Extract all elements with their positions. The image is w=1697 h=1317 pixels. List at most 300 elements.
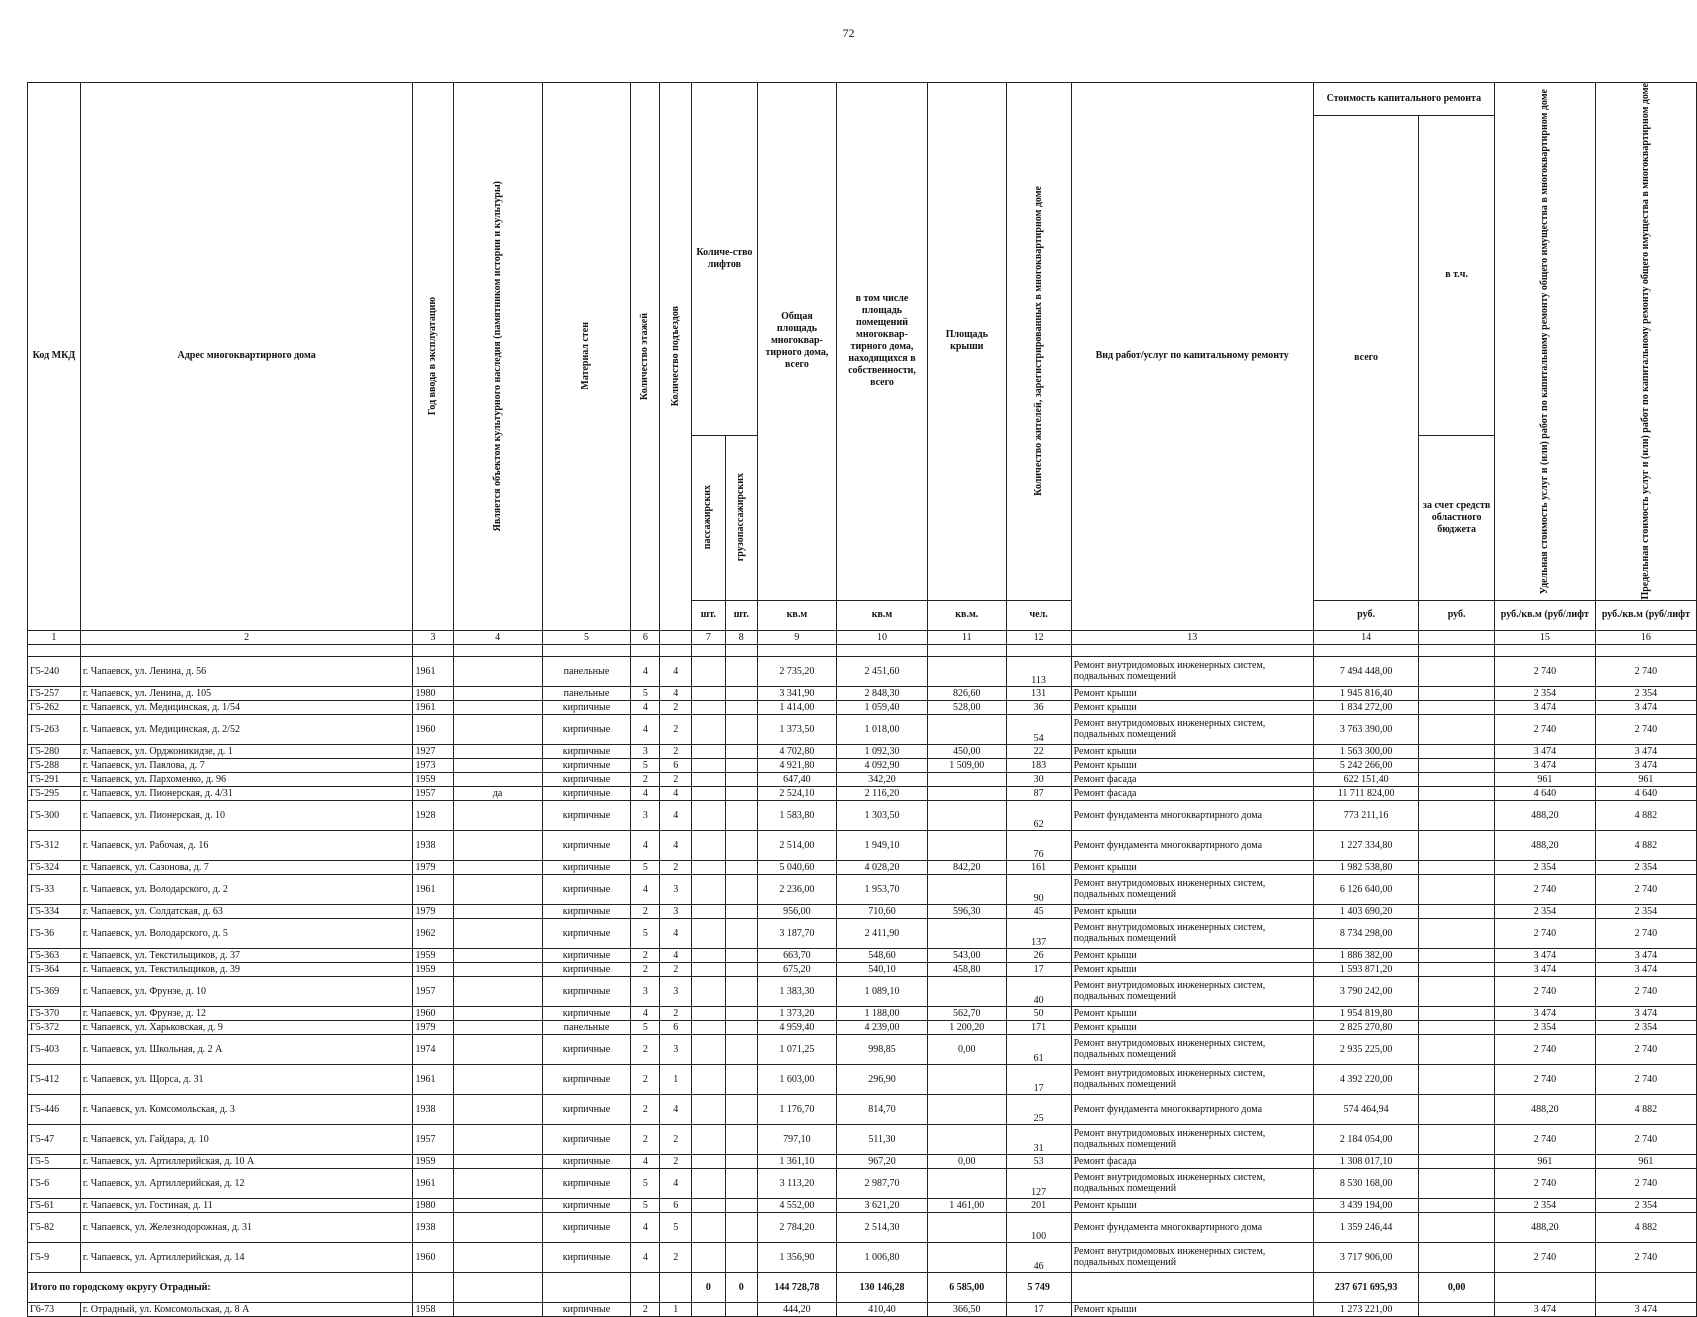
cell-area-owned: 4 092,90	[837, 758, 928, 772]
cell-code: Г5-369	[28, 976, 81, 1006]
cell-entrances: 2	[660, 860, 692, 874]
cell-work: Ремонт крыши	[1071, 1006, 1313, 1020]
cell-cost-regional	[1419, 700, 1495, 714]
cell-entrances: 2	[660, 1242, 692, 1272]
cell-limit-cost: 3 474	[1595, 948, 1696, 962]
cell-lifts-cargo	[725, 1302, 757, 1316]
cell-heritage	[453, 1242, 542, 1272]
cell-limit-cost: 4 882	[1595, 1094, 1696, 1124]
cell-entrances: 6	[660, 1020, 692, 1034]
cell-heritage	[453, 700, 542, 714]
cell-area-owned: 1 953,70	[837, 874, 928, 904]
unit-roof: кв.м.	[927, 600, 1006, 630]
spacer-cell	[1071, 644, 1313, 656]
cell-area-total: 1 361,10	[757, 1154, 836, 1168]
cell-area-owned: 1 059,40	[837, 700, 928, 714]
unit-residents: чел.	[1006, 600, 1071, 630]
cell-limit-cost: 3 474	[1595, 1302, 1696, 1316]
cell-roof	[927, 1212, 1006, 1242]
cell-lifts-pass	[691, 904, 725, 918]
cell-lifts-cargo	[725, 786, 757, 800]
cell-work: Ремонт крыши	[1071, 1020, 1313, 1034]
cell-residents: 25	[1006, 1094, 1071, 1124]
cell-cost-total: 1 982 538,80	[1313, 860, 1419, 874]
cell-cost-regional	[1419, 1154, 1495, 1168]
cell-floors: 3	[631, 744, 660, 758]
cell-floors: 5	[631, 686, 660, 700]
cell-cost-regional	[1419, 1064, 1495, 1094]
header-floors: Количество этажей	[631, 83, 660, 631]
cell-lifts-pass	[691, 830, 725, 860]
cell-cost-regional	[1419, 874, 1495, 904]
cell-area-total: 2 784,20	[757, 1212, 836, 1242]
cell-floors: 4	[631, 1154, 660, 1168]
cell-year: 1961	[413, 656, 453, 686]
cell-year: 1961	[413, 700, 453, 714]
cell-address: г. Чапаевск, ул. Фрунзе, д. 12	[80, 1006, 413, 1020]
cell-roof	[927, 786, 1006, 800]
cell-code: Г5-280	[28, 744, 81, 758]
header-limit-cost: Предельная стоимость услуг и (или) работ по капитальному ремонту общего имущества в многоквартирном доме	[1595, 83, 1696, 601]
cell-cost-total: 1 886 382,00	[1313, 948, 1419, 962]
cell-unit-cost: 488,20	[1494, 1212, 1595, 1242]
cell-wall: кирпичные	[542, 1168, 631, 1198]
cell-address: г. Чапаевск, ул. Пионерская, д. 10	[80, 800, 413, 830]
cell-entrances: 4	[660, 1094, 692, 1124]
cell-cost-total: 574 464,94	[1313, 1094, 1419, 1124]
cell-work: Ремонт крыши	[1071, 962, 1313, 976]
cell-work: Ремонт внутридомовых инженерных систем, подвальных помещений	[1071, 656, 1313, 686]
cell-wall: кирпичные	[542, 976, 631, 1006]
cell-roof	[927, 656, 1006, 686]
cell-limit-cost: 961	[1595, 1154, 1696, 1168]
cell-roof: 528,00	[927, 700, 1006, 714]
table-row	[28, 1020, 1697, 1034]
table-row	[28, 1168, 1697, 1198]
cell-year: 1980	[413, 1198, 453, 1212]
column-number: 12	[1006, 630, 1071, 644]
cell-floors: 3	[631, 800, 660, 830]
cell-lifts-cargo	[725, 700, 757, 714]
cell-residents: 113	[1006, 656, 1071, 686]
cell-limit-cost: 3 474	[1595, 744, 1696, 758]
cell-code: Г5-61	[28, 1198, 81, 1212]
cell-lifts-cargo	[725, 772, 757, 786]
cell-lifts-cargo	[725, 830, 757, 860]
cell-address: г. Чапаевск, ул. Пархоменко, д. 96	[80, 772, 413, 786]
table-row	[28, 800, 1697, 830]
cell-heritage	[453, 1124, 542, 1154]
total-row	[28, 1272, 1697, 1302]
unit-unit-cost: руб./кв.м (руб/лифт	[1494, 600, 1595, 630]
cell-code: Г6-73	[28, 1302, 81, 1316]
cell-cost-regional	[1419, 1242, 1495, 1272]
header-incl: в т.ч.	[1419, 116, 1495, 436]
header-cost-regional: за счет средств областного бюджета	[1419, 435, 1495, 600]
total-label: Итого по городскому округу Отрадный:	[28, 1272, 413, 1302]
cell-area-owned: 2 451,60	[837, 656, 928, 686]
cell-area-total: 4 921,80	[757, 758, 836, 772]
cell-cost-total: 8 530 168,00	[1313, 1168, 1419, 1198]
cell-heritage	[453, 772, 542, 786]
header-heritage: Является объектом культурного наследия (памятником истории и культуры)	[453, 83, 542, 631]
total-owned: 130 146,28	[837, 1272, 928, 1302]
table-row	[28, 962, 1697, 976]
cell-area-owned: 1 188,00	[837, 1006, 928, 1020]
table-row	[28, 1064, 1697, 1094]
cell-lifts-cargo	[725, 686, 757, 700]
cell-cost-total: 4 392 220,00	[1313, 1064, 1419, 1094]
cell-limit-cost: 2 740	[1595, 1064, 1696, 1094]
spacer-cell	[691, 644, 725, 656]
cell-cost-regional	[1419, 1168, 1495, 1198]
cell-roof	[927, 976, 1006, 1006]
cell-area-owned: 4 239,00	[837, 1020, 928, 1034]
cell-wall: кирпичные	[542, 1198, 631, 1212]
cell-heritage	[453, 686, 542, 700]
cell-entrances: 6	[660, 758, 692, 772]
cell-floors: 4	[631, 1212, 660, 1242]
cell-code: Г5-446	[28, 1094, 81, 1124]
cell-lifts-pass	[691, 772, 725, 786]
column-number: 5	[542, 630, 631, 644]
cell-wall: кирпичные	[542, 1006, 631, 1020]
cell-lifts-cargo	[725, 962, 757, 976]
cell-entrances: 2	[660, 772, 692, 786]
table-row	[28, 714, 1697, 744]
cell-area-owned: 1 089,10	[837, 976, 928, 1006]
cell-residents: 127	[1006, 1168, 1071, 1198]
header-area-owned: в том числе площадь помещений многоквар-тирного дома, находящихся в собственности, всего	[837, 83, 928, 601]
cell-limit-cost: 2 740	[1595, 918, 1696, 948]
cell-roof	[927, 1124, 1006, 1154]
cell-roof: 450,00	[927, 744, 1006, 758]
spacer-cell	[413, 644, 453, 656]
cell-heritage	[453, 1094, 542, 1124]
cell-lifts-pass	[691, 656, 725, 686]
cell-unit-cost: 3 474	[1494, 744, 1595, 758]
cell-address: г. Чапаевск, ул. Гостиная, д. 11	[80, 1198, 413, 1212]
cell-limit-cost: 2 740	[1595, 656, 1696, 686]
cell-area-owned: 3 621,20	[837, 1198, 928, 1212]
cell-entrances: 2	[660, 1006, 692, 1020]
total-area: 144 728,78	[757, 1272, 836, 1302]
total-regional: 0,00	[1419, 1272, 1495, 1302]
cell-lifts-pass	[691, 786, 725, 800]
cell-unit-cost: 2 354	[1494, 904, 1595, 918]
cell-floors: 2	[631, 962, 660, 976]
cell-residents: 76	[1006, 830, 1071, 860]
cell-lifts-pass	[691, 962, 725, 976]
cell-work: Ремонт фундамента многоквартирного дома	[1071, 830, 1313, 860]
cell-work: Ремонт крыши	[1071, 758, 1313, 772]
cell-cost-total: 1 273 221,00	[1313, 1302, 1419, 1316]
cell-unit-cost: 3 474	[1494, 1006, 1595, 1020]
cell-residents: 62	[1006, 800, 1071, 830]
cell-year: 1959	[413, 962, 453, 976]
cell-wall: кирпичные	[542, 800, 631, 830]
cell-floors: 4	[631, 874, 660, 904]
cell-year: 1958	[413, 1302, 453, 1316]
cell-unit-cost: 2 740	[1494, 1168, 1595, 1198]
cell-unit-cost: 3 474	[1494, 758, 1595, 772]
cell-limit-cost: 2 354	[1595, 1198, 1696, 1212]
cell-heritage	[453, 1034, 542, 1064]
cell-entrances: 2	[660, 1124, 692, 1154]
cell-entrances: 4	[660, 800, 692, 830]
cell-wall: кирпичные	[542, 700, 631, 714]
table-row	[28, 1094, 1697, 1124]
cell-lifts-pass	[691, 1020, 725, 1034]
cell-year: 1961	[413, 874, 453, 904]
cell-residents: 46	[1006, 1242, 1071, 1272]
cell-work: Ремонт внутридомовых инженерных систем, подвальных помещений	[1071, 1064, 1313, 1094]
cell-lifts-pass	[691, 1006, 725, 1020]
cell-limit-cost: 2 354	[1595, 1020, 1696, 1034]
cell-unit-cost: 2 740	[1494, 918, 1595, 948]
cell-year: 1960	[413, 714, 453, 744]
cell-lifts-pass	[691, 976, 725, 1006]
capital-repair-table	[27, 82, 1697, 1317]
cell-area-owned: 1 303,50	[837, 800, 928, 830]
cell-floors: 5	[631, 860, 660, 874]
cell-cost-total: 3 717 906,00	[1313, 1242, 1419, 1272]
cell-area-total: 1 603,00	[757, 1064, 836, 1094]
cell-year: 1980	[413, 686, 453, 700]
spacer-cell	[927, 644, 1006, 656]
cell-cost-regional	[1419, 1124, 1495, 1154]
cell-roof: 1 461,00	[927, 1198, 1006, 1212]
cell-year: 1979	[413, 860, 453, 874]
cell-cost-total: 3 790 242,00	[1313, 976, 1419, 1006]
cell-lifts-cargo	[725, 656, 757, 686]
cell-entrances: 4	[660, 656, 692, 686]
cell-entrances: 1	[660, 1302, 692, 1316]
cell-area-owned: 4 028,20	[837, 860, 928, 874]
cell-wall: кирпичные	[542, 1242, 631, 1272]
cell-entrances: 2	[660, 1154, 692, 1168]
table-row	[28, 772, 1697, 786]
cell-heritage	[453, 962, 542, 976]
cell-unit-cost: 3 474	[1494, 1302, 1595, 1316]
cell-work: Ремонт фундамента многоквартирного дома	[1071, 1094, 1313, 1124]
cell-entrances: 2	[660, 714, 692, 744]
cell-entrances: 4	[660, 918, 692, 948]
cell-code: Г5-6	[28, 1168, 81, 1198]
cell-year: 1962	[413, 918, 453, 948]
cell-code: Г5-263	[28, 714, 81, 744]
cell-lifts-cargo	[725, 1094, 757, 1124]
cell-year: 1959	[413, 948, 453, 962]
cell-roof	[927, 1094, 1006, 1124]
cell-entrances: 4	[660, 830, 692, 860]
cell-area-owned: 710,60	[837, 904, 928, 918]
cell-wall: кирпичные	[542, 1212, 631, 1242]
cell-floors: 4	[631, 714, 660, 744]
cell-limit-cost: 4 882	[1595, 800, 1696, 830]
cell-limit-cost: 3 474	[1595, 700, 1696, 714]
cell-cost-total: 1 954 819,80	[1313, 1006, 1419, 1020]
cell-lifts-cargo	[725, 948, 757, 962]
cell-year: 1938	[413, 830, 453, 860]
cell-address: г. Чапаевск, ул. Артиллерийская, д. 12	[80, 1168, 413, 1198]
unit-cost-regional: руб.	[1419, 600, 1495, 630]
cell-lifts-pass	[691, 686, 725, 700]
unit-lifts-cargo: шт.	[725, 600, 757, 630]
cell-heritage	[453, 1212, 542, 1242]
cell-entrances: 3	[660, 1034, 692, 1064]
cell-unit-cost: 2 740	[1494, 656, 1595, 686]
cell-address: г. Чапаевск, ул. Медицинская, д. 2/52	[80, 714, 413, 744]
cell-cost-regional	[1419, 1198, 1495, 1212]
cell-code: Г5-364	[28, 962, 81, 976]
cell-unit-cost: 2 740	[1494, 874, 1595, 904]
cell-roof: 826,60	[927, 686, 1006, 700]
table-row	[28, 1242, 1697, 1272]
total-empty	[542, 1272, 631, 1302]
cell-residents: 61	[1006, 1034, 1071, 1064]
cell-lifts-pass	[691, 1212, 725, 1242]
header-entrances: Количество подъездов	[660, 83, 692, 631]
table-row	[28, 656, 1697, 686]
cell-entrances: 4	[660, 1168, 692, 1198]
cell-cost-total: 773 211,16	[1313, 800, 1419, 830]
cell-cost-total: 622 151,40	[1313, 772, 1419, 786]
cell-entrances: 2	[660, 744, 692, 758]
cell-lifts-pass	[691, 800, 725, 830]
cell-roof: 596,30	[927, 904, 1006, 918]
table-row	[28, 786, 1697, 800]
cell-cost-total: 11 711 824,00	[1313, 786, 1419, 800]
cell-limit-cost: 2 354	[1595, 860, 1696, 874]
cell-area-total: 797,10	[757, 1124, 836, 1154]
cell-floors: 2	[631, 1302, 660, 1316]
cell-unit-cost: 488,20	[1494, 800, 1595, 830]
cell-residents: 22	[1006, 744, 1071, 758]
cell-work: Ремонт крыши	[1071, 904, 1313, 918]
cell-cost-total: 1 593 871,20	[1313, 962, 1419, 976]
table-row	[28, 830, 1697, 860]
cell-address: г. Чапаевск, ул. Гайдара, д. 10	[80, 1124, 413, 1154]
cell-wall: панельные	[542, 656, 631, 686]
cell-code: Г5-262	[28, 700, 81, 714]
spacer-cell	[725, 644, 757, 656]
cell-limit-cost: 2 740	[1595, 1034, 1696, 1064]
cell-year: 1938	[413, 1094, 453, 1124]
cell-residents: 30	[1006, 772, 1071, 786]
cell-cost-total: 1 834 272,00	[1313, 700, 1419, 714]
cell-limit-cost: 2 740	[1595, 1168, 1696, 1198]
cell-floors: 3	[631, 976, 660, 1006]
spacer-cell	[631, 644, 660, 656]
cell-cost-regional	[1419, 772, 1495, 786]
cell-wall: кирпичные	[542, 860, 631, 874]
cell-area-total: 4 702,80	[757, 744, 836, 758]
cell-work: Ремонт крыши	[1071, 860, 1313, 874]
cell-entrances: 4	[660, 948, 692, 962]
header-area-total: Общая площадь многоквар-тирного дома, всего	[757, 83, 836, 601]
cell-heritage	[453, 976, 542, 1006]
cell-cost-regional	[1419, 744, 1495, 758]
cell-area-total: 1 583,80	[757, 800, 836, 830]
header-lifts-pass: пассажирских	[691, 435, 725, 600]
cell-code: Г5-257	[28, 686, 81, 700]
header-year: Год ввода в эксплуатацию	[413, 83, 453, 631]
cell-area-owned: 2 411,90	[837, 918, 928, 948]
cell-floors: 4	[631, 786, 660, 800]
table-header	[28, 83, 1697, 645]
cell-residents: 87	[1006, 786, 1071, 800]
cell-area-owned: 998,85	[837, 1034, 928, 1064]
table-row	[28, 1006, 1697, 1020]
unit-cost-total: руб.	[1313, 600, 1419, 630]
cell-area-owned: 548,60	[837, 948, 928, 962]
cell-unit-cost: 2 354	[1494, 1198, 1595, 1212]
total-residents: 5 749	[1006, 1272, 1071, 1302]
header-roof: Площадь крыши	[927, 83, 1006, 601]
cell-year: 1979	[413, 1020, 453, 1034]
cell-area-total: 663,70	[757, 948, 836, 962]
cell-lifts-pass	[691, 1242, 725, 1272]
cell-limit-cost: 2 740	[1595, 874, 1696, 904]
cell-floors: 2	[631, 1064, 660, 1094]
cell-work: Ремонт внутридомовых инженерных систем, подвальных помещений	[1071, 1034, 1313, 1064]
cell-work: Ремонт крыши	[1071, 700, 1313, 714]
cell-cost-regional	[1419, 830, 1495, 860]
cell-cost-regional	[1419, 1020, 1495, 1034]
cell-area-total: 2 735,20	[757, 656, 836, 686]
cell-roof: 1 200,20	[927, 1020, 1006, 1034]
cell-roof: 0,00	[927, 1034, 1006, 1064]
cell-unit-cost: 2 740	[1494, 714, 1595, 744]
table-row	[28, 1302, 1697, 1316]
cell-residents: 131	[1006, 686, 1071, 700]
cell-lifts-cargo	[725, 1168, 757, 1198]
cell-code: Г5-312	[28, 830, 81, 860]
cell-unit-cost: 961	[1494, 772, 1595, 786]
cell-residents: 40	[1006, 976, 1071, 1006]
total-lifts-cargo: 0	[725, 1272, 757, 1302]
cell-heritage	[453, 744, 542, 758]
total-empty	[453, 1272, 542, 1302]
cell-area-owned: 342,20	[837, 772, 928, 786]
cell-lifts-cargo	[725, 976, 757, 1006]
cell-cost-regional	[1419, 1006, 1495, 1020]
cell-residents: 31	[1006, 1124, 1071, 1154]
cell-work: Ремонт внутридомовых инженерных систем, подвальных помещений	[1071, 1124, 1313, 1154]
cell-code: Г5-288	[28, 758, 81, 772]
cell-area-owned: 814,70	[837, 1094, 928, 1124]
header-residents: Количество жителей, зарегистрированных в многоквартирном доме	[1006, 83, 1071, 601]
cell-address: г. Отрадный, ул. Комсомольская, д. 8 А	[80, 1302, 413, 1316]
cell-wall: кирпичные	[542, 1064, 631, 1094]
cell-code: Г5-403	[28, 1034, 81, 1064]
cell-area-owned: 1 949,10	[837, 830, 928, 860]
total-cost: 237 671 695,93	[1313, 1272, 1419, 1302]
cell-year: 1927	[413, 744, 453, 758]
cell-heritage	[453, 1006, 542, 1020]
cell-address: г. Чапаевск, ул. Ленина, д. 105	[80, 686, 413, 700]
cell-code: Г5-334	[28, 904, 81, 918]
cell-address: г. Чапаевск, ул. Рабочая, д. 16	[80, 830, 413, 860]
cell-roof: 366,50	[927, 1302, 1006, 1316]
cell-entrances: 4	[660, 686, 692, 700]
cell-cost-regional	[1419, 686, 1495, 700]
cell-work: Ремонт крыши	[1071, 686, 1313, 700]
cell-area-total: 4 552,00	[757, 1198, 836, 1212]
cell-limit-cost: 4 882	[1595, 1212, 1696, 1242]
cell-roof: 562,70	[927, 1006, 1006, 1020]
